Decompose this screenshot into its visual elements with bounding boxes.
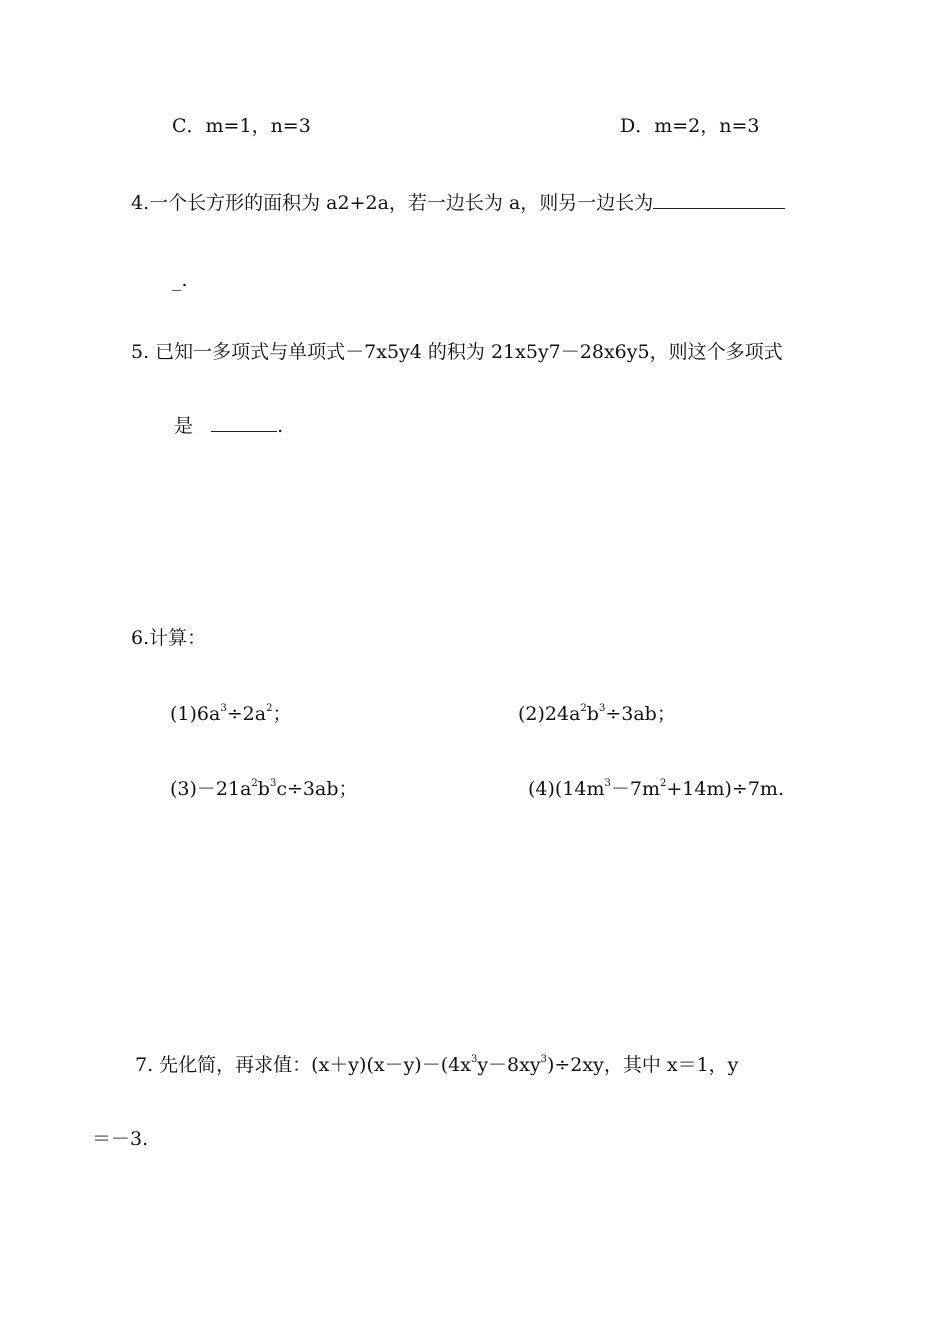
expr-text: ÷3ab； bbox=[605, 703, 676, 725]
expr-text: c÷3ab； bbox=[276, 778, 358, 800]
answer-blank bbox=[211, 413, 277, 432]
question-5-continuation bbox=[174, 413, 283, 438]
q6-part-1 bbox=[170, 702, 291, 726]
exponent: 3 bbox=[540, 1053, 547, 1065]
question-7-continuation: ＝－3. bbox=[92, 1128, 149, 1150]
answer-blank bbox=[653, 190, 785, 209]
expr-text: (1)6a bbox=[170, 703, 221, 725]
exponent: 2 bbox=[660, 777, 667, 789]
expr-text: (2)24a bbox=[518, 703, 581, 725]
option-c: C．m=1，n=3 bbox=[172, 115, 311, 137]
expr-text: )÷2xy，其中 x＝1，y bbox=[546, 1054, 739, 1076]
question-7 bbox=[135, 1053, 738, 1077]
option-d: D．m=2，n=3 bbox=[620, 115, 760, 137]
expr-text: －7m bbox=[610, 778, 661, 800]
question-6-title: 6.计算： bbox=[131, 627, 207, 649]
expr-text: b bbox=[257, 778, 270, 800]
expr-text: b bbox=[586, 703, 599, 725]
q6-part-3 bbox=[170, 777, 357, 801]
expr-text: 7. 先化简，再求值：(x＋y)(x－y)－(4x bbox=[135, 1054, 471, 1076]
question-5-prefix: 是 bbox=[174, 415, 194, 437]
exponent: 3 bbox=[470, 1053, 478, 1065]
question-4-text: 4.一个长方形的面积为 a2+2a，若一边长为 a，则另一边长为 bbox=[131, 192, 654, 214]
question-4 bbox=[131, 190, 785, 215]
expr-text: (4)(14m bbox=[528, 778, 605, 800]
question-5: 5. 已知一多项式与单项式－7x5y4 的积为 21x5y7－28x6y5，则这个多项式 bbox=[131, 341, 783, 363]
exponent: 3 bbox=[220, 702, 227, 714]
expr-text: (3)－21a bbox=[170, 778, 252, 800]
q6-part-4 bbox=[528, 777, 784, 801]
exponent: 3 bbox=[269, 777, 277, 789]
q6-part-2 bbox=[518, 702, 676, 726]
expr-text: ； bbox=[272, 703, 292, 725]
exponent: 3 bbox=[598, 702, 606, 714]
expr-text: +14m)÷7m. bbox=[666, 778, 784, 800]
exponent: 2 bbox=[251, 777, 258, 789]
question-5-suffix: . bbox=[277, 415, 284, 437]
expr-text: ÷2a bbox=[226, 703, 267, 725]
expr-text: y－8xy bbox=[477, 1054, 541, 1076]
exponent: 2 bbox=[580, 702, 587, 714]
question-4-continuation: _. bbox=[172, 269, 188, 291]
exponent: 3 bbox=[604, 777, 611, 789]
exponent: 2 bbox=[266, 702, 273, 714]
